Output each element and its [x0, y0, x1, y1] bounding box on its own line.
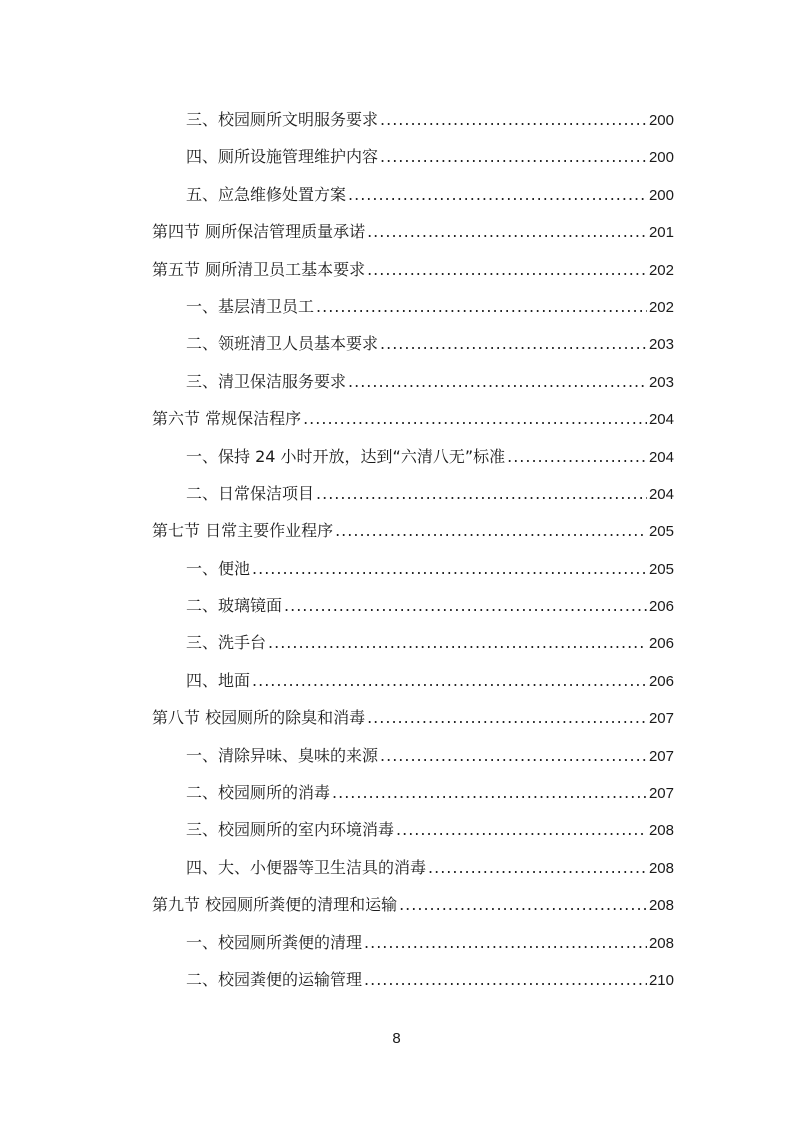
toc-subsection-entry[interactable] — [152, 138, 674, 175]
toc-subsection-entry[interactable] — [152, 176, 674, 213]
toc-dot-leader — [380, 101, 647, 138]
toc-subsection-entry[interactable] — [152, 849, 674, 886]
toc-entry-title: 第五节 厕所清卫员工基本要求 — [152, 259, 366, 279]
toc-entry-title: 第八节 校园厕所的除臭和消毒 — [152, 708, 366, 728]
toc-dot-leader — [380, 138, 647, 175]
toc-entry-title: 一、保持 24 小时开放，达到“六清八无”标准 — [186, 446, 506, 466]
toc-entry-title: 第七节 日常主要作业程序 — [152, 521, 334, 541]
toc-entry-page-number: 206 — [648, 635, 674, 653]
toc-dot-leader — [380, 325, 647, 362]
toc-entry-page-number: 207 — [648, 747, 674, 765]
toc-dot-leader — [332, 774, 647, 811]
toc-subsection-entry[interactable] — [152, 475, 674, 512]
toc-entry-page-number: 200 — [648, 149, 674, 167]
toc-entry-title: 三、校园厕所的室内环境消毒 — [186, 820, 395, 840]
toc-entry-page-number: 208 — [648, 859, 674, 877]
toc-dot-leader — [252, 662, 647, 699]
toc-entry-title: 一、基层清卫员工 — [186, 296, 315, 316]
page-number: 8 — [392, 1030, 401, 1047]
toc-section-entry[interactable] — [152, 251, 674, 288]
toc-subsection-entry[interactable] — [152, 325, 674, 362]
toc-entry-title: 三、校园厕所文明服务要求 — [186, 110, 379, 129]
toc-dot-leader — [507, 438, 647, 475]
toc-section-entry[interactable] — [152, 213, 674, 250]
toc-entry-page-number: 205 — [648, 560, 674, 578]
toc-subsection-entry[interactable] — [152, 961, 674, 998]
toc-subsection-entry[interactable] — [152, 363, 674, 400]
toc-entry-title: 四、地面 — [186, 670, 251, 690]
toc-subsection-entry[interactable] — [152, 624, 674, 661]
toc-entry-title: 第六节 常规保洁程序 — [152, 409, 302, 429]
toc-section-entry[interactable] — [152, 699, 674, 736]
table-of-contents — [152, 101, 674, 998]
toc-subsection-entry[interactable] — [152, 101, 674, 138]
toc-entry-title: 第四节 厕所保洁管理质量承诺 — [152, 222, 366, 242]
toc-subsection-entry[interactable] — [152, 550, 674, 587]
toc-dot-leader — [348, 363, 647, 400]
toc-entry-title: 一、便池 — [186, 558, 251, 578]
toc-entry-page-number: 208 — [648, 897, 674, 915]
toc-entry-title: 三、洗手台 — [186, 633, 267, 653]
toc-entry-page-number: 207 — [648, 710, 674, 728]
toc-dot-leader — [367, 213, 647, 250]
toc-dot-leader — [367, 699, 647, 736]
toc-dot-leader — [396, 811, 647, 848]
toc-section-entry[interactable] — [152, 400, 674, 437]
toc-entry-page-number: 205 — [648, 523, 674, 541]
toc-dot-leader — [399, 886, 647, 923]
toc-entry-page-number: 207 — [648, 785, 674, 803]
toc-entry-page-number: 210 — [648, 971, 674, 989]
toc-dot-leader — [380, 737, 647, 774]
toc-dot-leader — [335, 512, 647, 549]
toc-entry-page-number: 202 — [648, 261, 674, 279]
toc-entry-page-number: 206 — [648, 672, 674, 690]
toc-entry-page-number: 208 — [648, 934, 674, 952]
toc-dot-leader — [428, 849, 647, 886]
toc-entry-page-number: 206 — [648, 598, 674, 616]
toc-dot-leader — [284, 587, 647, 624]
toc-entry-title: 二、日常保洁项目 — [186, 483, 315, 503]
toc-entry-page-number: 202 — [648, 298, 674, 316]
toc-subsection-entry[interactable] — [152, 811, 674, 848]
toc-dot-leader — [364, 924, 647, 961]
toc-dot-leader — [268, 624, 647, 661]
toc-entry-title: 第九节 校园厕所粪便的清理和运输 — [152, 895, 398, 915]
toc-entry-page-number: 204 — [648, 411, 674, 429]
toc-dot-leader — [252, 550, 647, 587]
toc-entry-title: 四、大、小便器等卫生洁具的消毒 — [186, 857, 427, 877]
toc-dot-leader — [303, 400, 647, 437]
toc-dot-leader — [316, 475, 647, 512]
toc-subsection-entry[interactable] — [152, 737, 674, 774]
toc-section-entry[interactable] — [152, 886, 674, 923]
toc-entry-page-number: 200 — [648, 112, 674, 129]
toc-subsection-entry[interactable] — [152, 288, 674, 325]
toc-dot-leader — [316, 288, 647, 325]
toc-dot-leader — [348, 176, 647, 213]
toc-entry-title: 一、清除异味、臭味的来源 — [186, 745, 379, 765]
toc-dot-leader — [364, 961, 647, 998]
toc-dot-leader — [367, 251, 647, 288]
toc-subsection-entry[interactable] — [152, 587, 674, 624]
toc-subsection-entry[interactable] — [152, 924, 674, 961]
toc-section-entry[interactable] — [152, 512, 674, 549]
toc-subsection-entry[interactable] — [152, 774, 674, 811]
toc-entry-page-number: 200 — [648, 186, 674, 204]
toc-entry-title: 四、厕所设施管理维护内容 — [186, 147, 379, 167]
toc-entry-page-number: 201 — [648, 224, 674, 242]
toc-subsection-entry[interactable] — [152, 438, 674, 475]
toc-entry-page-number: 203 — [648, 373, 674, 391]
toc-entry-page-number: 204 — [648, 485, 674, 503]
toc-entry-title: 二、玻璃镜面 — [186, 596, 283, 616]
toc-entry-page-number: 204 — [648, 448, 674, 466]
toc-entry-title: 二、校园粪便的运输管理 — [186, 969, 363, 989]
toc-entry-title: 五、应急维修处置方案 — [186, 184, 347, 204]
toc-entry-title: 二、校园厕所的消毒 — [186, 783, 331, 803]
toc-entry-title: 一、校园厕所粪便的清理 — [186, 932, 363, 952]
toc-entry-title: 二、领班清卫人员基本要求 — [186, 334, 379, 354]
toc-entry-page-number: 203 — [648, 336, 674, 354]
toc-entry-page-number: 208 — [648, 822, 674, 840]
toc-entry-title: 三、清卫保洁服务要求 — [186, 371, 347, 391]
toc-subsection-entry[interactable] — [152, 662, 674, 699]
